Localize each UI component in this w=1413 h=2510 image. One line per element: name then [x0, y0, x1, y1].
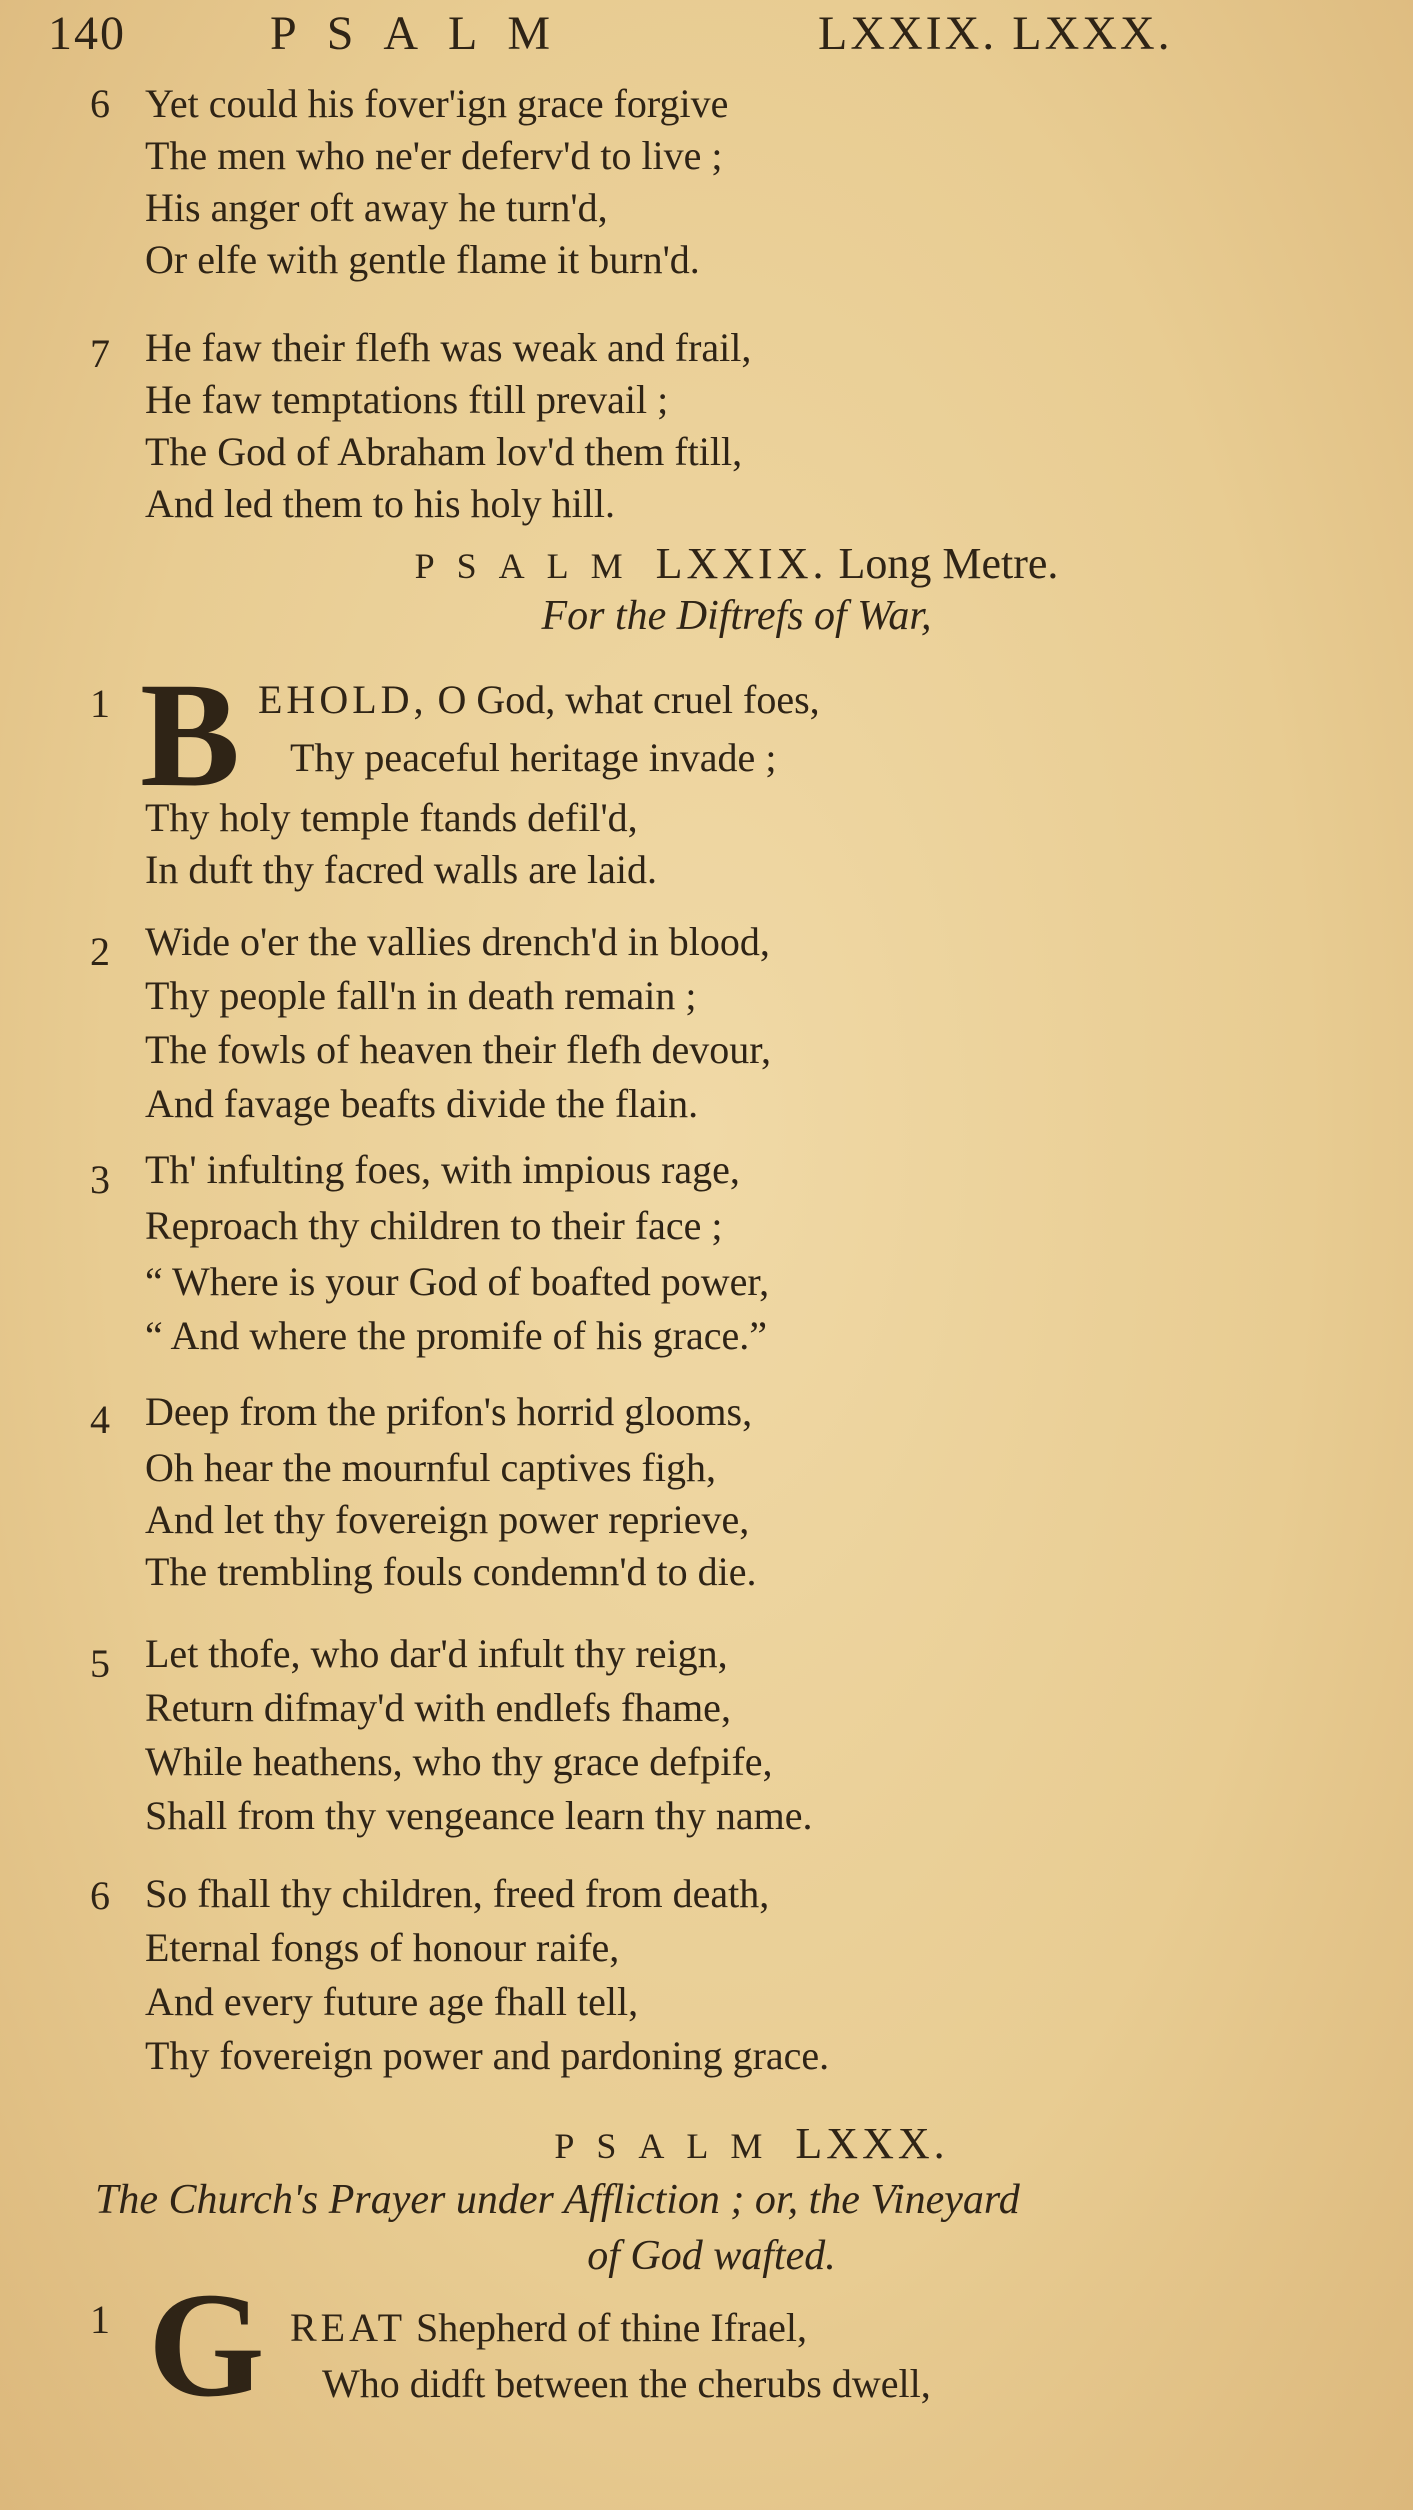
verse-line: And every future age fhall tell, — [145, 1979, 639, 2024]
verse-line-text: O God, what cruel foes, — [437, 677, 820, 722]
psalm-metre: Long Metre. — [838, 539, 1059, 588]
header-title: PSALM — [270, 7, 581, 60]
verse-line: Return difmay'd with endlefs fhame, — [145, 1685, 731, 1730]
verse-line — [258, 677, 820, 722]
stanza-number: 4 — [90, 1397, 110, 1442]
verse-line: “ And where the promife of his grace.” — [145, 1313, 767, 1358]
verse-line: His anger oft away he turn'd, — [145, 185, 608, 230]
first-word-rest: EHOLD, — [258, 677, 428, 722]
verse-line: And let thy fovereign power reprieve, — [145, 1497, 750, 1542]
verse-line: And led them to his holy hill. — [145, 481, 615, 526]
verse-line: The trembling fouls condemn'd to die. — [145, 1549, 757, 1594]
verse-line — [290, 2305, 807, 2350]
stanza-number: 1 — [90, 681, 110, 726]
verse-line: Eternal fongs of honour raife, — [145, 1925, 620, 1970]
verse-line: Thy holy temple ftands defil'd, — [145, 795, 638, 840]
drop-cap: B — [140, 652, 241, 818]
page-number: 140 — [48, 7, 126, 60]
verse-line: The fowls of heaven their flefh devour, — [145, 1027, 771, 1072]
verse-line: Wide o'er the vallies drench'd in blood, — [145, 919, 770, 964]
verse-line: Deep from the prifon's horrid glooms, — [145, 1389, 753, 1434]
stanza-number: 6 — [90, 81, 110, 126]
psalm-number: LXXIX. — [655, 539, 828, 588]
verse-line: “ Where is your God of boafted power, — [145, 1259, 770, 1304]
running-header — [48, 6, 1198, 66]
verse-line: So fhall thy children, freed from death, — [145, 1871, 770, 1916]
psalm-79-heading — [0, 538, 1413, 589]
psalm-80-heading — [0, 2118, 1413, 2169]
psalm-word: PSALM — [554, 2126, 785, 2166]
psalm-80-subtitle-line-2: of God wafted. — [587, 2233, 836, 2279]
header-psalm-numbers: LXXIX. LXXX. — [818, 7, 1173, 60]
verse-line: Or elfe with gentle flame it burn'd. — [145, 237, 700, 282]
first-word-rest: REAT — [290, 2305, 406, 2350]
stanza-number: 2 — [90, 929, 110, 974]
verse-line: Who didft between the cherubs dwell, — [322, 2361, 931, 2406]
verse-line: He faw temptations ftill prevail ; — [145, 377, 669, 422]
verse-line: The God of Abraham lov'd them ftill, — [145, 429, 743, 474]
verse-line: Let thofe, who dar'd infult thy reign, — [145, 1631, 728, 1676]
verse-line-text: Shepherd of thine Ifrael, — [416, 2305, 807, 2350]
verse-line: He faw their flefh was weak and frail, — [145, 325, 752, 370]
verse-line: In duft thy facred walls are laid. — [145, 847, 658, 892]
verse-line: Thy peaceful heritage invade ; — [290, 735, 777, 780]
verse-line: Thy fovereign power and pardoning grace. — [145, 2033, 830, 2078]
verse-line: Reproach thy children to their face ; — [145, 1203, 723, 1248]
stanza-number: 5 — [90, 1641, 110, 1686]
verse-line: Th' infulting foes, with impious rage, — [145, 1147, 740, 1192]
psalm-word: PSALM — [414, 546, 645, 586]
psalm-80-subtitle-line-1: The Church's Prayer under Affliction ; or, the Vineyard — [95, 2177, 1020, 2223]
verse-line: Yet could his fover'ign grace forgive — [145, 81, 729, 126]
verse-line: And favage beafts divide the flain. — [145, 1081, 699, 1126]
psalm-number: LXXX. — [795, 2119, 949, 2168]
verse-line: Thy people fall'n in death remain ; — [145, 973, 697, 1018]
stanza-number: 6 — [90, 1873, 110, 1918]
verse-line: The men who ne'er deferv'd to live ; — [145, 133, 723, 178]
stanza-number: 7 — [90, 331, 110, 376]
verse-line: Shall from thy vengeance learn thy name. — [145, 1793, 813, 1838]
verse-line: Oh hear the mournful captives figh, — [145, 1445, 716, 1490]
psalm-79-subtitle: For the Diftrefs of War, — [541, 593, 932, 639]
stanza-number: 3 — [90, 1157, 110, 1202]
drop-cap: G — [148, 2262, 265, 2428]
stanza-number: 1 — [90, 2297, 110, 2342]
verse-line: While heathens, who thy grace defpife, — [145, 1739, 773, 1784]
